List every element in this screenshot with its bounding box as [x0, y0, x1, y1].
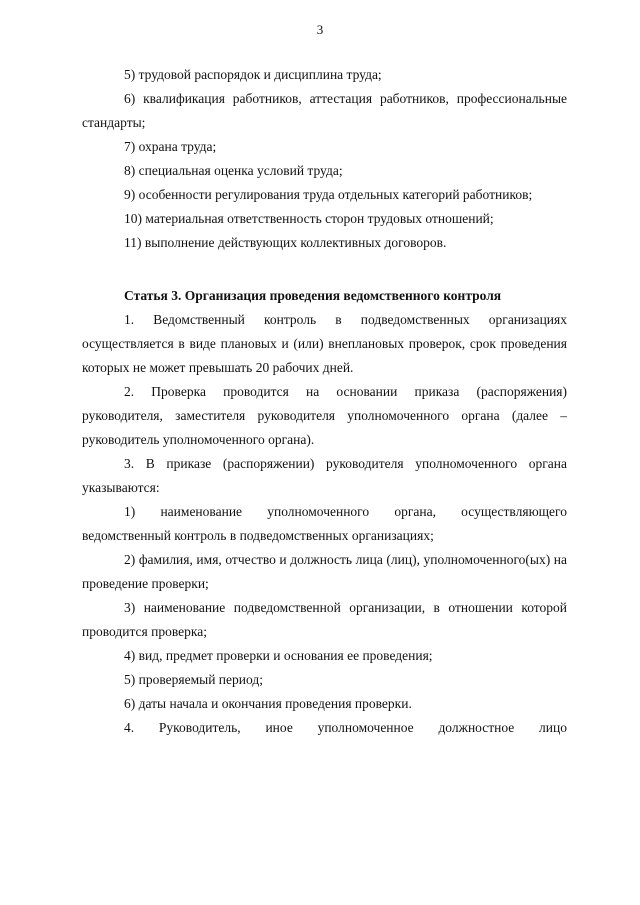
list-item: 7) охрана труда;	[124, 139, 217, 154]
article-paragraph-2: 2. Проверка проводится на основании приказа (распоряжения) руководителя, заместителя руководителя уполномоченного органа (далее – руководитель уполномоченного органа).	[82, 384, 567, 447]
list-item: 6) квалификация работников, аттестация работников, профессиональные стандарты;	[82, 91, 567, 130]
document-body	[82, 63, 567, 740]
article-paragraph-1: 1. Ведомственный контроль в подведомственных организациях осуществляется в виде плановых и (или) внеплановых проверок, срок проведения которых не может превышать 20 рабочих дней.	[82, 312, 567, 375]
article-paragraph-4: 4. Руководитель, иное уполномоченное должностное лицо	[124, 720, 567, 735]
list-item: 5) трудовой распорядок и дисциплина труда;	[124, 67, 382, 82]
article-paragraph-3: 3. В приказе (распоряжении) руководителя уполномоченного органа указываются:	[82, 456, 567, 495]
article-heading: Статья 3. Организация проведения ведомственного контроля	[124, 288, 502, 303]
list-item: 10) материальная ответственность сторон трудовых отношений;	[124, 211, 494, 226]
sub-item: 1) наименование уполномоченного органа, осуществляющего ведомственный контроль в подведомственных организациях;	[82, 504, 567, 543]
list-item: 11) выполнение действующих коллективных договоров.	[124, 235, 447, 250]
sub-item: 2) фамилия, имя, отчество и должность лица (лиц), уполномоченного(ых) на проведение проверки;	[82, 552, 567, 591]
page-number: 3	[316, 22, 324, 37]
list-item: 8) специальная оценка условий труда;	[124, 163, 343, 178]
sub-item: 5) проверяемый период;	[124, 672, 263, 687]
sub-item: 3) наименование подведомственной организации, в отношении которой проводится проверка;	[82, 600, 567, 639]
sub-item: 4) вид, предмет проверки и основания ее проведения;	[124, 648, 433, 663]
list-item: 9) особенности регулирования труда отдельных категорий работников;	[124, 187, 533, 202]
sub-item: 6) даты начала и окончания проведения проверки.	[124, 696, 412, 711]
